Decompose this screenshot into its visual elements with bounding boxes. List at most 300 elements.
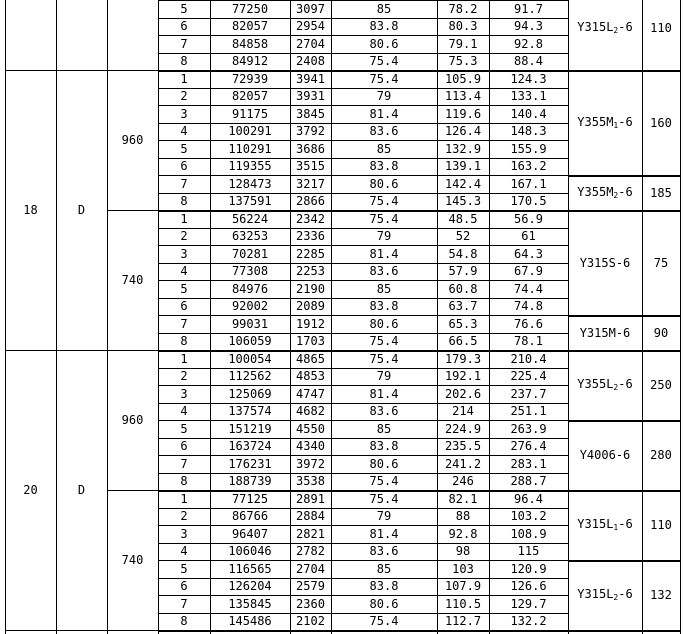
shaft-power-cell: 92.8 [448,526,478,541]
motor-power-cell: 75 [653,255,669,270]
row-divider [158,333,569,334]
column-divider [56,0,57,634]
shaft-power-cell: 139.1 [444,159,482,174]
required-power-cell: 67.9 [514,264,543,279]
efficiency-cell: 81.4 [369,246,399,261]
motor-power-cell: 160 [650,115,672,130]
shaft-power-cell: 224.9 [444,421,482,436]
flow-cell: 176231 [228,456,272,471]
shaft-power-cell: 82.1 [448,491,478,506]
motor-model-suffix: -6 [618,20,633,34]
point-no-cell: 6 [180,579,188,594]
point-no-cell: 6 [180,159,188,174]
efficiency-cell: 79 [376,89,392,104]
point-no-cell: 2 [180,229,188,244]
point-no-cell: 6 [180,19,188,34]
row-divider [158,245,569,246]
head-cell: 4865 [296,351,325,366]
flow-cell: 116565 [228,561,272,576]
efficiency-cell: 79 [376,369,392,384]
point-no-cell: 8 [180,194,188,209]
group-number-cell: 18 [23,203,38,217]
point-no-cell: 3 [180,246,188,261]
pump-type-cell: D [77,483,86,497]
row-divider [107,350,159,351]
row-divider [158,315,569,316]
motor-model-base: Y315S-6 [579,255,631,270]
motor-power-cell: 132 [650,588,672,602]
row-divider [158,298,569,299]
required-power-cell: 108.9 [510,526,547,541]
motor-model-cell [568,315,642,350]
motor-model-subscript: 2 [613,190,619,200]
efficiency-cell: 81.4 [369,526,399,541]
shaft-power-cell: 65.3 [448,316,478,331]
flow-cell: 84976 [231,281,269,296]
required-power-cell: 129.7 [510,596,547,611]
head-cell: 3515 [296,159,325,174]
row-divider [158,420,569,421]
head-cell: 2866 [296,194,325,209]
shaft-power-cell: 214 [452,404,474,419]
point-no-cell: 5 [180,561,188,576]
row-divider [158,35,569,36]
shaft-power-cell: 107.9 [444,579,482,594]
shaft-power-cell: 75.3 [448,54,478,69]
motor-model-cell [568,70,642,175]
efficiency-cell: 83.8 [369,579,399,594]
required-power-cell: 92.8 [514,36,543,51]
row-divider [5,630,108,631]
shaft-power-cell: 60.8 [448,281,478,296]
required-power-cell: 283.1 [510,456,547,471]
required-power-cell: 78.1 [514,334,543,349]
flow-cell: 106046 [228,544,272,559]
row-divider [158,595,569,596]
motor-model-label [577,116,632,130]
required-power-cell: 126.6 [510,579,547,594]
head-cell: 3538 [296,474,325,489]
shaft-power-cell: 105.9 [444,71,482,86]
row-divider [158,123,569,124]
shaft-power-cell: 119.6 [444,106,482,121]
flow-cell: 126204 [228,579,272,594]
row-divider [158,508,569,509]
required-power-cell: 94.3 [514,19,543,34]
pump-type-cell: D [77,203,86,217]
motor-model-cell [568,210,642,315]
required-power-cell: 103.2 [510,509,547,524]
row-divider [107,210,159,211]
shaft-power-cell: 145.3 [444,194,482,209]
point-no-cell: 4 [180,404,188,419]
required-power-cell: 64.3 [514,246,543,261]
row-divider [107,490,159,491]
motor-model-label [577,186,632,200]
shaft-power-cell: 126.4 [444,124,482,139]
row-divider [158,473,569,474]
efficiency-cell: 75.4 [369,491,399,506]
efficiency-cell: 75.4 [369,194,399,209]
shaft-power-cell: 110.5 [444,596,482,611]
efficiency-cell: 80.6 [369,176,399,191]
required-power-cell: 251.1 [510,404,547,419]
shaft-power-cell: 79.1 [448,36,478,51]
head-cell: 2342 [296,211,325,226]
flow-cell: 56224 [231,211,269,226]
point-no-cell: 1 [180,71,188,86]
shaft-power-cell: 179.3 [444,351,482,366]
motor-power-cell: 185 [650,185,672,200]
point-no-cell: 4 [180,544,188,559]
speed-cell: 740 [121,553,144,567]
shaft-power-cell: 88 [455,509,471,524]
motor-model-base: Y315L [577,20,614,34]
head-cell: 3931 [296,89,325,104]
motor-model-subscript: 2 [613,383,619,392]
motor-model-label [577,21,632,35]
row-divider [158,350,569,352]
column-divider [489,0,490,634]
efficiency-cell: 83.8 [369,299,399,314]
required-power-cell: 133.1 [510,89,547,104]
row-divider [568,630,681,632]
row-divider [158,193,569,194]
head-cell: 2579 [296,579,325,594]
flow-cell: 82057 [231,89,269,104]
row-divider [158,0,569,1]
head-cell: 4747 [296,386,325,401]
efficiency-cell: 83.8 [369,19,399,34]
required-power-cell: 132.2 [510,614,547,629]
flow-cell: 92002 [231,299,269,314]
head-cell: 3686 [296,141,325,156]
column-divider [5,0,6,634]
point-no-cell: 7 [180,596,188,611]
shaft-power-cell: 80.3 [448,19,478,34]
row-divider [158,525,569,526]
head-cell: 4682 [296,404,325,419]
flow-cell: 119355 [228,159,272,174]
motor-model-suffix: -6 [618,184,633,199]
flow-cell: 72939 [231,71,269,86]
row-divider [568,70,681,72]
flow-cell: 63253 [231,229,269,244]
point-no-cell: 4 [180,264,188,279]
required-power-cell: 288.7 [510,474,547,489]
point-no-cell: 7 [180,456,188,471]
row-divider [158,175,569,176]
row-divider [568,560,681,562]
required-power-cell: 74.8 [514,299,543,314]
efficiency-cell: 83.6 [369,544,399,559]
pump-type-cell [56,0,107,70]
required-power-cell: 276.4 [510,439,547,454]
required-power-cell: 56.9 [514,211,543,226]
point-no-cell: 7 [180,316,188,331]
motor-model-suffix: -6 [618,114,633,129]
required-power-cell: 115 [517,544,540,559]
row-divider [158,140,569,141]
shaft-power-cell: 241.2 [444,456,482,471]
motor-model-label [580,327,631,339]
required-power-cell: 76.6 [514,316,543,331]
row-divider [158,70,569,72]
row-divider [158,228,569,229]
motor-model-base: Y355M [577,184,614,199]
motor-power-cell: 110 [650,21,672,35]
point-no-cell: 5 [180,281,188,296]
shaft-power-cell: 142.4 [444,176,482,191]
row-divider [158,158,569,159]
efficiency-cell: 85 [376,281,392,296]
motor-model-cell [568,490,642,560]
required-power-cell: 140.4 [510,106,547,121]
flow-cell: 100054 [228,351,272,366]
point-no-cell: 5 [180,141,188,156]
row-divider [158,385,569,386]
head-cell: 2190 [296,281,325,296]
column-divider [210,0,211,634]
efficiency-cell: 75.4 [369,71,399,86]
efficiency-cell: 75.4 [369,54,399,69]
point-no-cell: 7 [180,36,188,51]
shaft-power-cell: 63.7 [448,299,478,314]
shaft-power-cell: 54.8 [448,246,478,261]
point-no-cell: 5 [180,421,188,436]
shaft-power-cell: 235.5 [444,439,482,454]
motor-model-label [577,518,632,532]
motor-power-cell: 90 [653,325,669,340]
motor-power-cell: 110 [650,518,672,532]
point-no-cell: 4 [180,124,188,139]
efficiency-cell: 75.4 [369,474,399,489]
row-divider [158,280,569,281]
row-divider [107,70,159,71]
column-divider [437,0,438,634]
flow-cell: 106059 [228,334,272,349]
shaft-power-cell: 132.9 [444,141,482,156]
row-divider [158,210,569,212]
head-cell: 1912 [296,316,325,331]
row-divider [158,18,569,19]
row-divider [158,263,569,264]
efficiency-cell: 80.6 [369,316,399,331]
efficiency-cell: 83.8 [369,159,399,174]
motor-model-cell [568,560,642,630]
point-no-cell: 2 [180,369,188,384]
shaft-power-cell: 48.5 [448,211,478,226]
point-no-cell: 6 [180,439,188,454]
required-power-cell: 263.9 [510,421,547,436]
flow-cell: 110291 [228,141,272,156]
point-no-cell: 3 [180,386,188,401]
shaft-power-cell: 98 [455,544,471,559]
head-cell: 2336 [296,229,325,244]
shaft-power-cell: 57.9 [448,264,478,279]
head-cell: 2089 [296,299,325,314]
flow-cell: 82057 [231,19,269,34]
efficiency-cell: 83.6 [369,404,399,419]
column-divider [331,0,332,634]
flow-cell: 137574 [228,404,272,419]
motor-model-base: Y315L [577,587,614,601]
motor-model-subscript: 2 [613,26,619,35]
required-power-cell: 237.7 [510,386,547,401]
point-no-cell: 8 [180,474,188,489]
row-divider [158,88,569,89]
motor-model-cell [568,420,642,490]
flow-cell: 188739 [228,474,272,489]
column-divider [568,0,569,634]
point-no-cell: 1 [180,211,188,226]
row-divider [568,210,681,212]
head-cell: 1703 [296,334,325,349]
efficiency-cell: 79 [376,509,392,524]
required-power-cell: 91.7 [514,1,543,16]
column-divider [107,0,108,634]
required-power-cell: 225.4 [510,369,547,384]
efficiency-cell: 83.6 [369,264,399,279]
shaft-power-cell: 112.7 [444,614,482,629]
head-cell: 2408 [296,54,325,69]
motor-model-base: Y355L [577,377,614,391]
point-no-cell: 8 [180,334,188,349]
head-cell: 2891 [296,491,325,506]
row-divider [158,403,569,404]
required-power-cell: 148.3 [510,124,547,139]
motor-model-subscript: 1 [613,120,619,130]
row-divider [158,105,569,106]
point-no-cell: 1 [180,351,188,366]
row-divider [568,175,681,177]
speed-cell: 960 [121,413,144,427]
flow-cell: 137591 [228,194,272,209]
row-divider [158,53,569,54]
flow-cell: 84858 [231,36,269,51]
required-power-cell: 167.1 [510,176,547,191]
column-divider [680,0,681,634]
flow-cell: 77125 [231,491,269,506]
head-cell: 2253 [296,264,325,279]
head-cell: 2704 [296,36,325,51]
flow-cell: 125069 [228,386,272,401]
row-divider [158,560,569,561]
row-divider [158,613,569,614]
efficiency-cell: 85 [376,561,392,576]
head-cell: 3097 [296,1,325,16]
flow-cell: 96407 [231,526,269,541]
row-divider [158,578,569,579]
efficiency-cell: 80.6 [369,456,399,471]
point-no-cell: 8 [180,614,188,629]
point-no-cell: 7 [180,176,188,191]
head-cell: 3972 [296,456,325,471]
row-divider [158,438,569,439]
motor-model-cell [568,0,642,70]
motor-model-subscript: 1 [613,523,619,532]
flow-cell: 135845 [228,596,272,611]
flow-cell: 77308 [231,264,269,279]
head-cell: 4550 [296,421,325,436]
head-cell: 2285 [296,246,325,261]
required-power-cell: 155.9 [510,141,547,156]
efficiency-cell: 85 [376,1,392,16]
column-divider [642,0,643,634]
motor-model-cell [568,350,642,420]
shaft-power-cell: 66.5 [448,334,478,349]
shaft-power-cell: 113.4 [444,89,482,104]
required-power-cell: 96.4 [514,491,543,506]
efficiency-cell: 75.4 [369,614,399,629]
efficiency-cell: 83.6 [369,124,399,139]
required-power-cell: 163.2 [510,159,547,174]
shaft-power-cell: 246 [452,474,474,489]
flow-cell: 163724 [228,439,272,454]
motor-power-cell: 280 [650,448,672,462]
efficiency-cell: 75.4 [369,211,399,226]
efficiency-cell: 81.4 [369,386,399,401]
efficiency-cell: 83.8 [369,439,399,454]
head-cell: 2102 [296,614,325,629]
required-power-cell: 88.4 [514,54,543,69]
row-divider [107,630,159,631]
motor-model-base: Y4006-6 [579,448,631,462]
group-number-cell [5,0,56,70]
head-cell: 2782 [296,544,325,559]
motor-model-label [580,257,631,269]
point-no-cell: 2 [180,89,188,104]
speed-cell: 960 [121,133,144,147]
shaft-power-cell: 202.6 [444,386,482,401]
head-cell: 3941 [296,71,325,86]
head-cell: 3792 [296,124,325,139]
flow-cell: 91175 [231,106,269,121]
row-divider [568,350,681,352]
motor-model-base: Y315M-6 [579,325,631,340]
row-divider [158,490,569,492]
required-power-cell: 74.4 [514,281,543,296]
flow-cell: 84912 [231,54,269,69]
point-no-cell: 8 [180,54,188,69]
flow-cell: 100291 [228,124,272,139]
required-power-cell: 61 [521,229,536,244]
head-cell: 3217 [296,176,325,191]
required-power-cell: 124.3 [510,71,547,86]
point-no-cell: 2 [180,509,188,524]
flow-cell: 112562 [228,369,272,384]
column-divider [290,0,291,634]
row-divider [158,630,569,632]
shaft-power-cell: 103 [452,561,474,576]
head-cell: 3845 [296,106,325,121]
point-no-cell: 3 [180,526,188,541]
row-divider [158,368,569,369]
row-divider [568,490,681,492]
shaft-power-cell: 78.2 [448,1,478,16]
motor-model-base: Y315L [577,517,614,531]
head-cell: 2360 [296,596,325,611]
point-no-cell: 3 [180,106,188,121]
motor-power-cell: 250 [650,378,672,392]
efficiency-cell: 81.4 [369,106,399,121]
required-power-cell: 170.5 [510,194,547,209]
motor-model-label [580,449,631,461]
point-no-cell: 1 [180,491,188,506]
point-no-cell: 5 [180,1,188,16]
efficiency-cell: 75.4 [369,351,399,366]
required-power-cell: 210.4 [510,351,547,366]
